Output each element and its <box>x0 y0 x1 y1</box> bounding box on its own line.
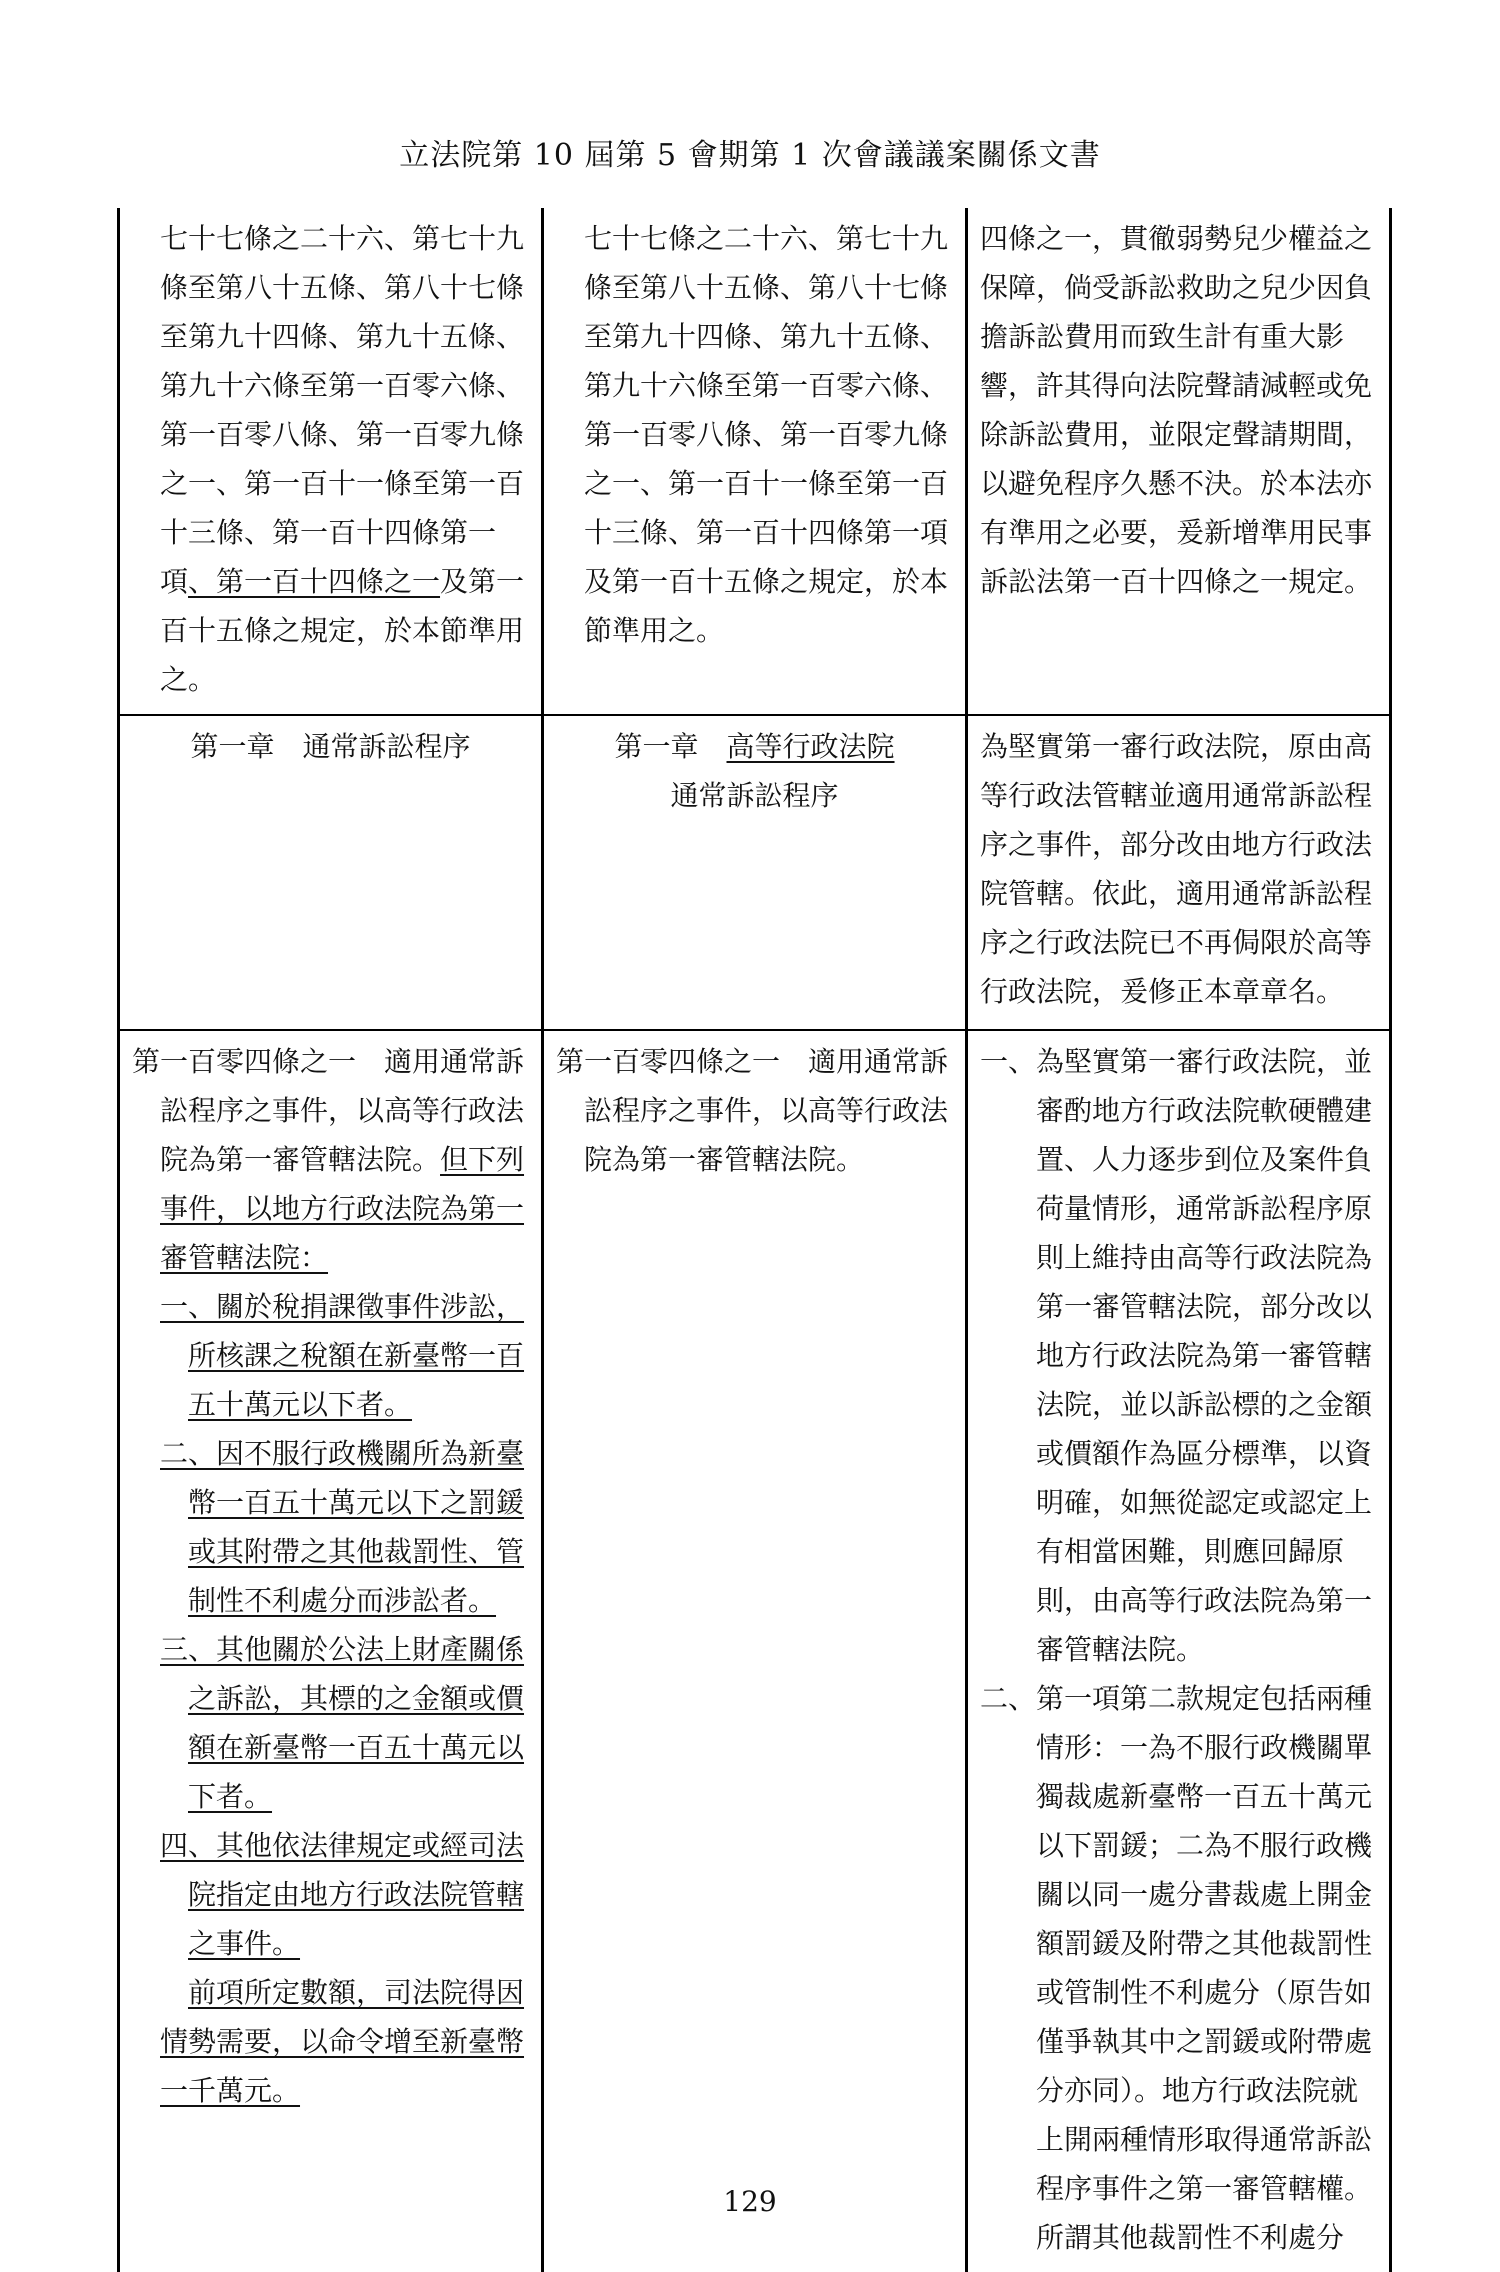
current-text-cell <box>543 208 967 715</box>
table-row <box>119 208 1391 715</box>
chapter-title: 第一章 通常訴訟程序 <box>190 730 471 763</box>
current-text-cell <box>543 1030 967 2272</box>
list-item: 三、其他關於公法上財產關係之訴訟，其標的之金額或價額在新臺幣一百五十萬元以下者。 <box>160 1633 525 1813</box>
amended-text: 七十七條之二十六、第七十九條至第八十五條、第八十七條至第九十四條、第九十五條、第九十六條至第一百零六條、第一百零八條、第一百零九條之一、第一百十一條至第一百十三條、第一百十四條第一項 <box>160 222 525 598</box>
list-item: 四、其他依法律規定或經司法院指定由地方行政法院管轄之事件。 <box>160 1829 525 1960</box>
current-text: 第一百零四條之一 適用通常訴訟程序之事件，以高等行政法院為第一審管轄法院。 <box>556 1045 949 1176</box>
article-lead: 第一百零四條之一 適用通常訴訟程序之事件，以高等行政法院為第一審管轄法院。 <box>132 1045 525 1176</box>
chapter-prefix: 第一章 <box>614 730 727 763</box>
page-number: 129 <box>723 2185 777 2218</box>
article-lead-underlined: 但下列事件，以地方行政法院為第一審管轄法院： <box>160 1143 525 1274</box>
chapter-underlined: 高等行政法院 <box>726 730 895 763</box>
amended-text-cell <box>119 208 543 715</box>
article-tail: 前項所定數額，司法院得因情勢需要，以命令增至新臺幣一千萬元。 <box>160 1976 525 2107</box>
current-text: 七十七條之二十六、第七十九條至第八十五條、第八十七條至第九十四條、第九十五條、第九十六條至第一百零六條、第一百零八條、第一百零九條之一、第一百十一條至第一百十三條、第一百十四條第一項及第一百十五條之規定，於本節準用之。 <box>584 222 949 647</box>
chapter-line2: 通常訴訟程序 <box>670 779 839 812</box>
amended-text-cell <box>119 715 543 1030</box>
current-text-cell <box>543 715 967 1030</box>
reason-cell <box>967 715 1391 1030</box>
amended-underlined-text: 、第一百十四條之一 <box>188 565 441 598</box>
amended-text-cell <box>119 1030 543 2272</box>
reason-text: 四條之一，貫徹弱勢兒少權益之保障，倘受訴訟救助之兒少因負擔訴訟費用而致生計有重大影響，許其得向法院聲請減輕或免除訴訟費用，並限定聲請期間，以避免程序久懸不決。於本法亦有準用之必要，爰新增準用民事訴訟法第一百十四條之一規定。 <box>980 222 1373 598</box>
comparison-table <box>117 208 1392 2272</box>
table-row <box>119 715 1391 1030</box>
list-item: 二、因不服行政機關所為新臺幣一百五十萬元以下之罰鍰或其附帶之其他裁罰性、管制性不利處分而涉訟者。 <box>160 1437 525 1617</box>
page-header: 立法院第 10 屆第 5 會期第 1 次會議議案關係文書 <box>399 138 1101 173</box>
reason-item: 一、為堅實第一審行政法院，並審酌地方行政法院軟硬體建置、人力逐步到位及案件負荷量情形，通常訴訟程序原則上維持由高等行政法院為第一審管轄法院，部分改以地方行政法院為第一審管轄法院，並以訴訟標的之金額或價額作為區分標準，以資明確，如無從認定或認定上有相當困難，則應回歸原則，由高等行政法院為第一審管轄法院。 <box>980 1045 1373 1666</box>
reason-cell <box>967 1030 1391 2272</box>
reason-item: 二、第一項第二款規定包括兩種情形：一為不服行政機關單獨裁處新臺幣一百五十萬元以下罰鍰；二為不服行政機關以同一處分書裁處上開金額罰鍰及附帶之其他裁罰性或管制性不利處分（原告如僅爭執其中之罰鍰或附帶處分亦同）。地方行政法院就上開兩種情形取得通常訴訟程序事件之第一審管轄權。所謂其他裁罰性不利處分 <box>980 1682 1373 2254</box>
reason-text: 為堅實第一審行政法院，原由高等行政法管轄並適用通常訴訟程序之事件，部分改由地方行政法院管轄。依此，適用通常訴訟程序之行政法院已不再侷限於高等行政法院，爰修正本章章名。 <box>980 730 1373 1008</box>
list-item: 一、關於稅捐課徵事件涉訟，所核課之稅額在新臺幣一百五十萬元以下者。 <box>160 1290 525 1421</box>
table-row <box>119 1030 1391 2272</box>
reason-cell <box>967 208 1391 715</box>
amended-text: 及第一百十五條之規定，於本節準用之。 <box>160 565 525 696</box>
